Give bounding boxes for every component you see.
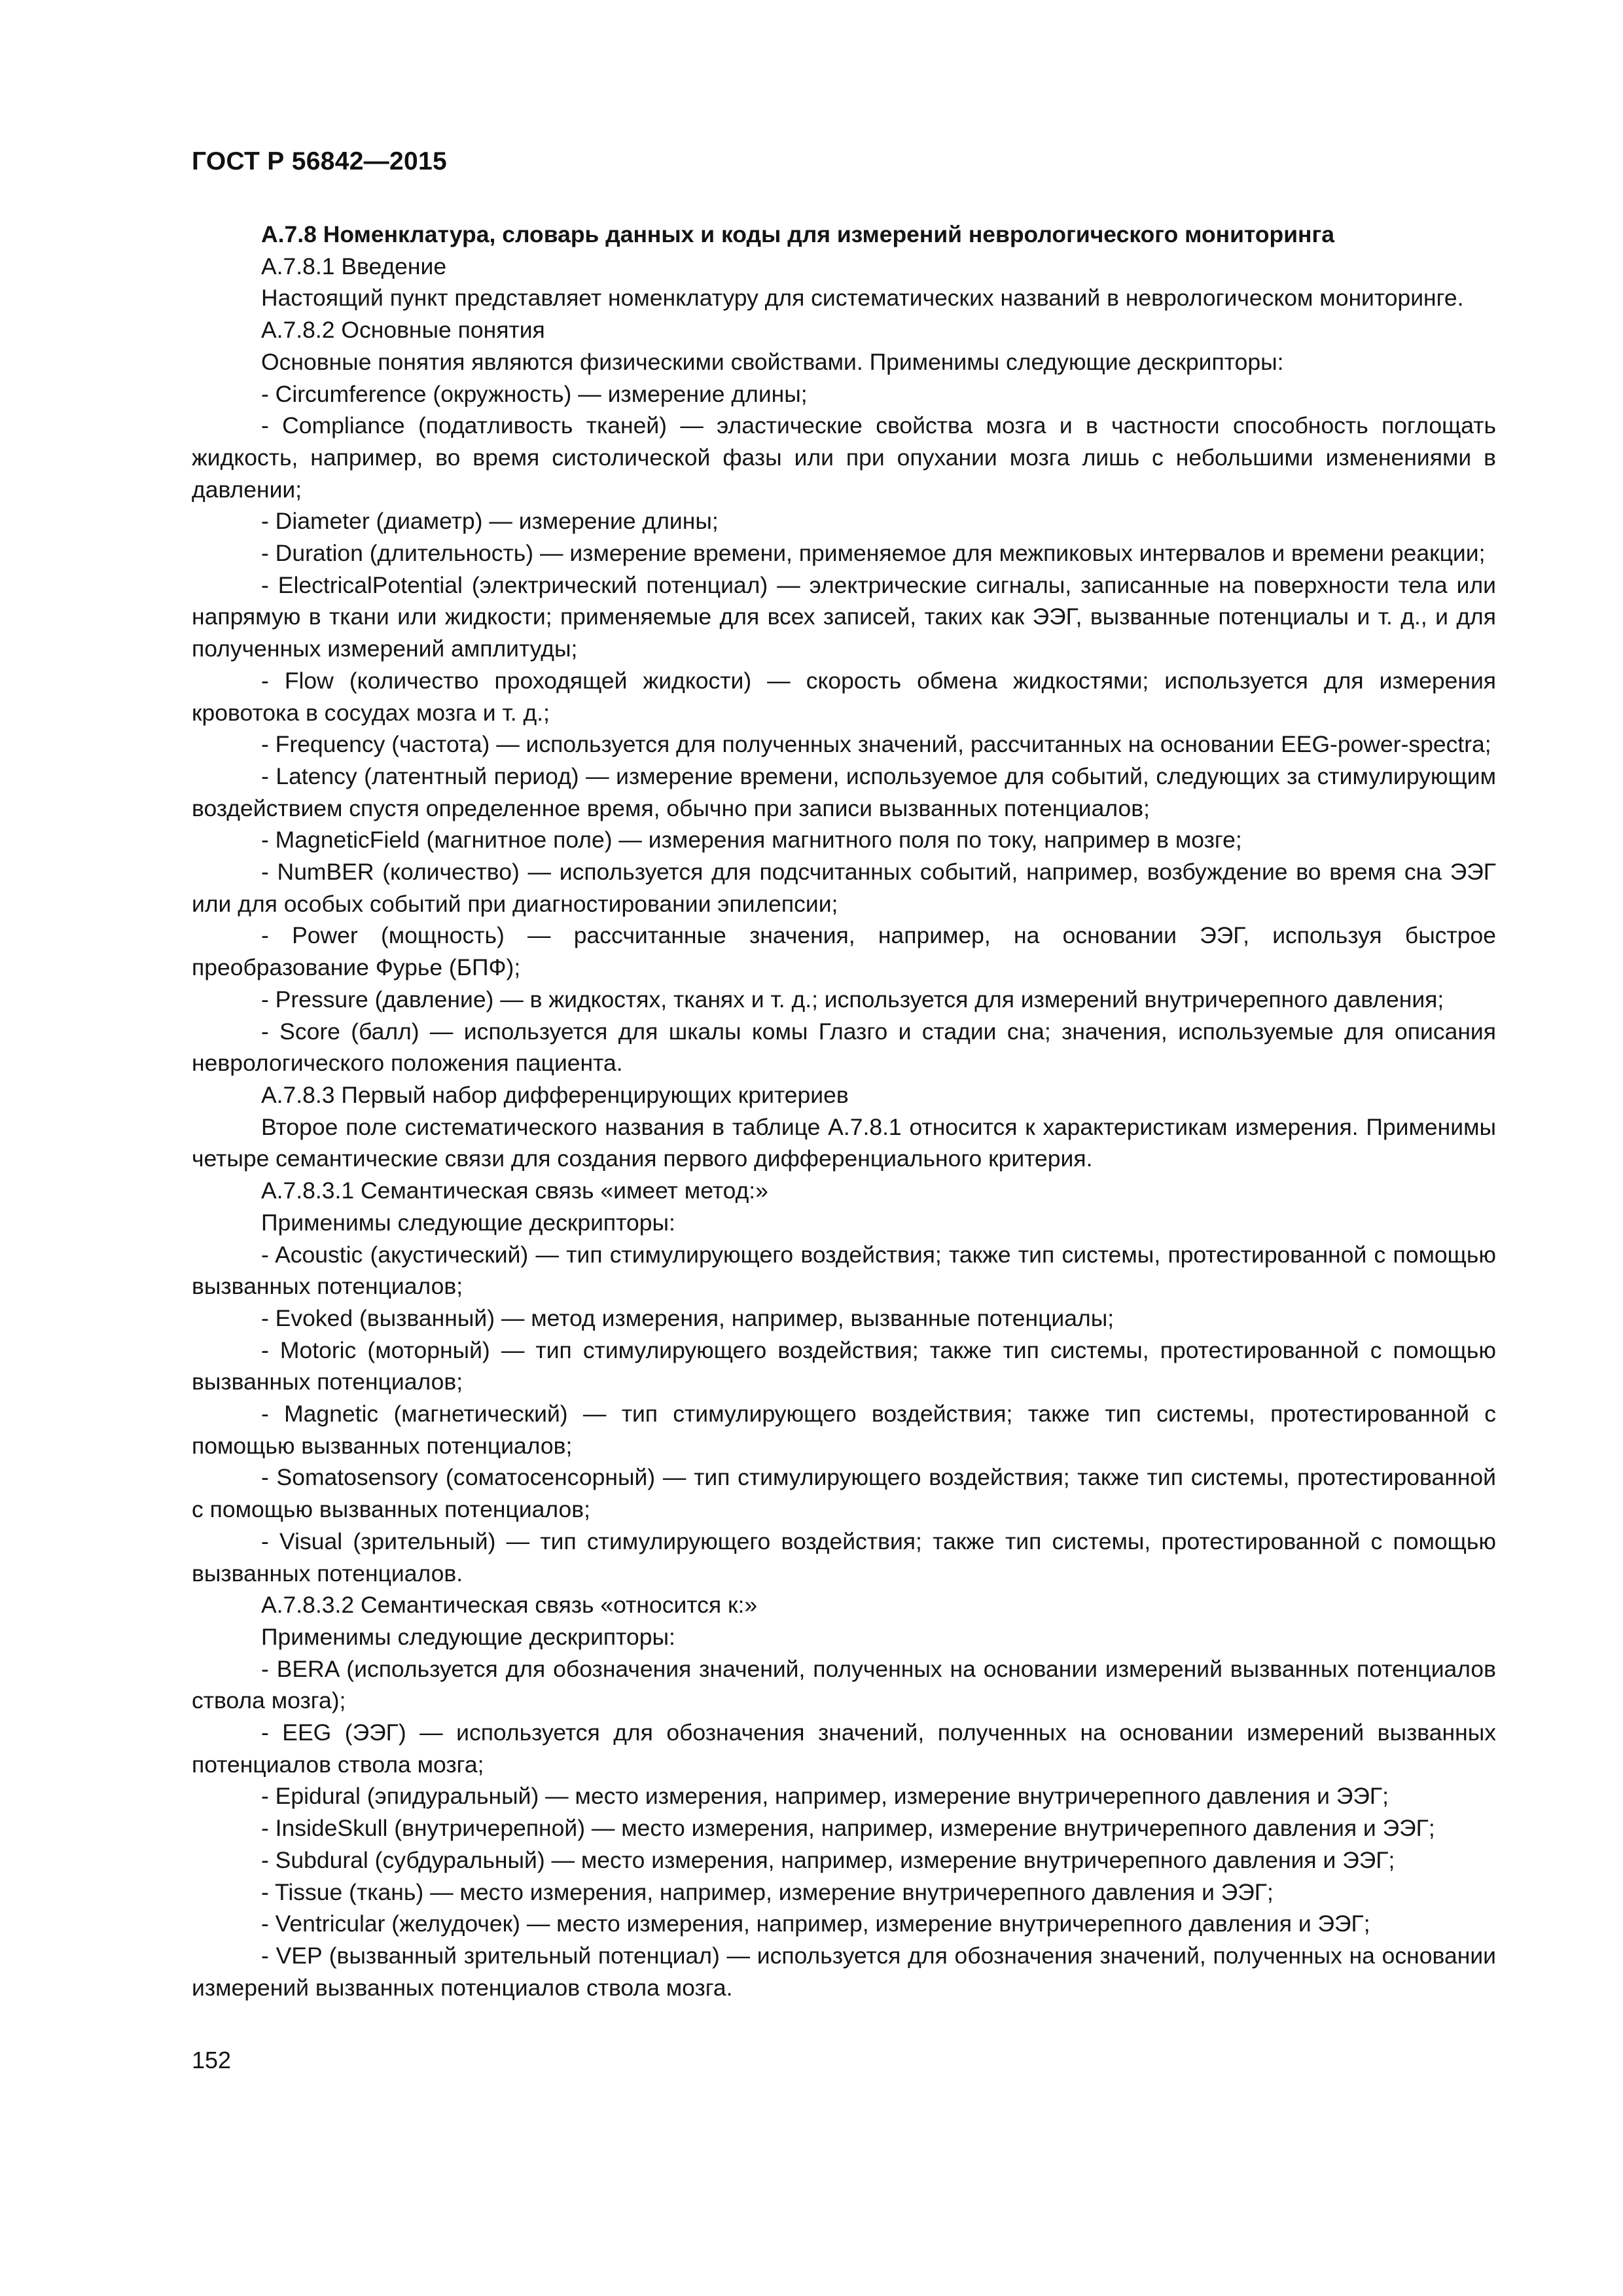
- paragraph: Основные понятия являются физическими свойствами. Применимы следующие дескрипторы:: [261, 348, 1284, 375]
- paragraph: А.7.8.3.1 Семантическая связь «имеет метод:»: [261, 1177, 768, 1204]
- paragraph: - Diameter (диаметр) — измерение длины;: [261, 508, 719, 535]
- paragraph: - Duration (длительность) — измерение времени, применяемое для межпиковых интервалов и времени реакции;: [261, 540, 1486, 567]
- document-body: [192, 219, 1496, 2003]
- paragraph: - Flow (количество проходящей жидкости) — скорость обмена жидкостями; используется для измерения кровотока в сосудах мозга и т. д.;: [192, 667, 1496, 726]
- paragraph: - Pressure (давление) — в жидкостях, тканях и т. д.; используется для измерений внутричерепного давления;: [261, 986, 1444, 1013]
- paragraph: - BERA (используется для обозначения значений, полученных на основании измерений вызванных потенциалов ствола мозга);: [192, 1655, 1496, 1714]
- paragraph: - Circumference (окружность) — измерение длины;: [261, 380, 808, 407]
- paragraph: - Somatosensory (соматосенсорный) — тип стимулирующего воздействия; также тип системы, протестированной с помощью вызванных потенциалов;: [192, 1464, 1496, 1523]
- paragraph: - Frequency (частота) — используется для полученных значений, рассчитанных на основании EEG-power-spectra;: [261, 731, 1491, 758]
- paragraph: А.7.8.3 Первый набор дифференцирующих критериев: [261, 1081, 849, 1108]
- paragraph: - Magnetic (магнетический) — тип стимулирующего воздействия; также тип системы, протестированной с помощью вызванных потенциалов;: [192, 1401, 1496, 1459]
- paragraph: А.7.8.2 Основные понятия: [261, 317, 545, 344]
- paragraph: Применимы следующие дескрипторы:: [261, 1623, 675, 1650]
- paragraph: - Motoric (моторный) — тип стимулирующего воздействия; также тип системы, протестированной с помощью вызванных потенциалов;: [192, 1336, 1496, 1395]
- paragraph: - Tissue (ткань) — место измерения, например, измерение внутричерепного давления и ЭЭГ;: [261, 1878, 1274, 1905]
- section-heading: А.7.8 Номенклатура, словарь данных и коды для измерений неврологического мониторинга: [261, 221, 1335, 247]
- paragraph: - InsideSkull (внутричерепной) — место измерения, например, измерение внутричерепного давления и ЭЭГ;: [261, 1815, 1435, 1842]
- paragraph: Настоящий пункт представляет номенклатуру для систематических названий в неврологическом мониторинге.: [261, 285, 1464, 312]
- paragraph: - Subdural (субдуральный) — место измерения, например, измерение внутричерепного давления и ЭЭГ;: [261, 1846, 1395, 1873]
- paragraph: А.7.8.1 Введение: [261, 253, 447, 279]
- paragraph: Второе поле систематического названия в таблице А.7.8.1 относится к характеристикам измерения. Применимы четыре семантические связи для создания первого дифференциального критерия.: [192, 1113, 1496, 1172]
- paragraph: А.7.8.3.2 Семантическая связь «относится к:»: [261, 1592, 758, 1619]
- paragraph: - Compliance (податливость тканей) — эластические свойства мозга и в частности способность поглощать жидкость, например, во время систолической фазы или при опухании мозга лишь с небольшими изменениями в давлении;: [192, 412, 1496, 503]
- paragraph: - NumBER (количество) — используется для подсчитанных событий, например, возбуждение во время сна ЭЭГ или для особых событий при диагностировании эпилепсии;: [192, 859, 1496, 917]
- paragraph: - Epidural (эпидуральный) — место измерения, например, измерение внутричерепного давления и ЭЭГ;: [261, 1783, 1389, 1810]
- paragraph: - Visual (зрительный) — тип стимулирующего воздействия; также тип системы, протестированной с помощью вызванных потенциалов.: [192, 1528, 1496, 1587]
- paragraph: - Acoustic (акустический) — тип стимулирующего воздействия; также тип системы, протестированной с помощью вызванных потенциалов;: [192, 1241, 1496, 1300]
- page-number: 152: [192, 2047, 232, 2073]
- standard-header: ГОСТ Р 56842—2015: [192, 147, 447, 175]
- paragraph: - VEP (вызванный зрительный потенциал) — используется для обозначения значений, полученных на основании измерений вызванных потенциалов ствола мозга.: [192, 1942, 1496, 2001]
- paragraph: - Score (балл) — используется для шкалы комы Глазго и стадии сна; значения, используемые для описания неврологического положения пациента.: [192, 1018, 1496, 1077]
- paragraph: - EEG (ЭЭГ) — используется для обозначения значений, полученных на основании измерений вызванных потенциалов ствола мозга;: [192, 1719, 1496, 1778]
- paragraph: - Evoked (вызванный) — метод измерения, например, вызванные потенциалы;: [261, 1304, 1115, 1331]
- paragraph: - Latency (латентный период) — измерение времени, используемое для событий, следующих за стимулирующим воздействием спустя определенное время, обычно при записи вызванных потенциалов;: [192, 762, 1496, 821]
- paragraph: Применимы следующие дескрипторы:: [261, 1209, 675, 1236]
- paragraph: - MagneticField (магнитное поле) — измерения магнитного поля по току, например в мозге;: [261, 827, 1242, 853]
- paragraph: - Ventricular (желудочек) — место измерения, например, измерение внутричерепного давления и ЭЭГ;: [261, 1910, 1370, 1937]
- paragraph: - Power (мощность) — рассчитанные значения, например, на основании ЭЭГ, используя быстрое преобразование Фурье (БПФ);: [192, 922, 1496, 981]
- paragraph: - ElectricalPotential (электрический потенциал) — электрические сигналы, записанные на поверхности тела или напрямую в ткани или жидкости; применяемые для всех записей, таких как ЭЭГ, вызванные потенциалы и т. д., и для полученных измерений амплитуды;: [192, 571, 1496, 662]
